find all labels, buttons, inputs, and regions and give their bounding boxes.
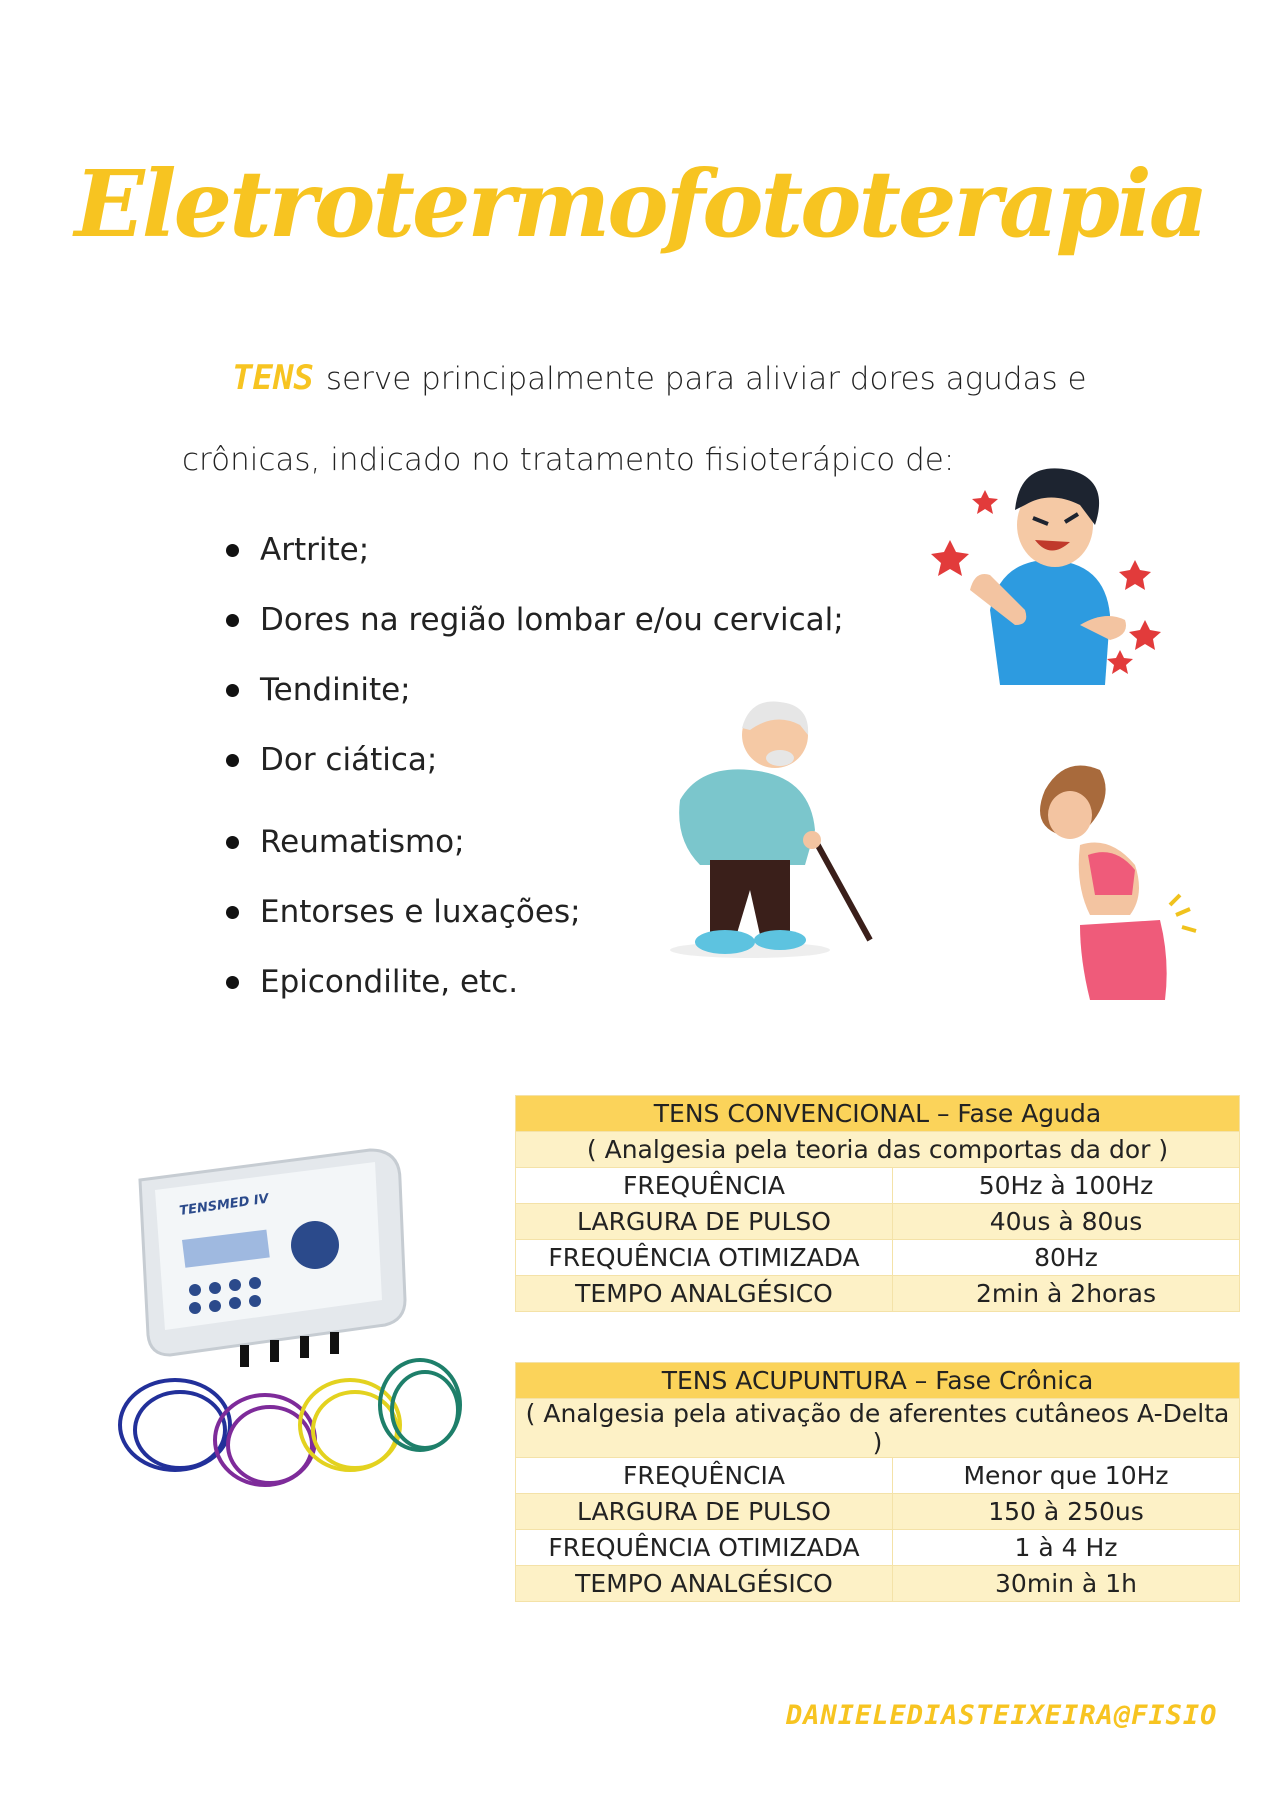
list-item: Reumatismo; bbox=[222, 822, 844, 892]
param-label: TEMPO ANALGÉSICO bbox=[516, 1276, 893, 1312]
param-value: Menor que 10Hz bbox=[893, 1458, 1240, 1494]
param-label: LARGURA DE PULSO bbox=[516, 1494, 893, 1530]
param-value: 30min à 1h bbox=[893, 1566, 1240, 1602]
list-item: Tendinite; bbox=[222, 670, 844, 740]
author-handle: DANIELEDIASTEIXEIRA@FISIO bbox=[786, 1700, 1218, 1731]
param-label: LARGURA DE PULSO bbox=[516, 1204, 893, 1240]
list-item: Artrite; bbox=[222, 530, 844, 600]
param-label: FREQUÊNCIA OTIMIZADA bbox=[516, 1240, 893, 1276]
table-header: TENS ACUPUNTURA – Fase Crônica bbox=[516, 1363, 1240, 1399]
list-item: Dores na região lombar e/ou cervical; bbox=[222, 600, 844, 670]
intro-text-1: serve principalmente para aliviar dores agudas e bbox=[325, 361, 1087, 397]
table-header: TENS CONVENCIONAL – Fase Aguda bbox=[516, 1096, 1240, 1132]
table-row bbox=[516, 1458, 1240, 1494]
elderly-man-illustration bbox=[640, 690, 900, 960]
list-item: Entorses e luxações; bbox=[222, 892, 844, 962]
tens-device-illustration bbox=[100, 1140, 470, 1520]
table-subheader: ( Analgesia pela ativação de aferentes cutâneos A-Delta ) bbox=[516, 1399, 1240, 1458]
tens-keyword: TENS bbox=[232, 358, 314, 398]
param-label: FREQUÊNCIA bbox=[516, 1168, 893, 1204]
param-value: 150 à 250us bbox=[893, 1494, 1240, 1530]
woman-back-pain-illustration bbox=[1010, 755, 1200, 1005]
table-row bbox=[516, 1566, 1240, 1602]
param-label: FREQUÊNCIA bbox=[516, 1458, 893, 1494]
param-label: FREQUÊNCIA OTIMIZADA bbox=[516, 1530, 893, 1566]
list-item: Epicondilite, etc. bbox=[222, 962, 844, 1032]
back-pain-man-illustration bbox=[930, 450, 1180, 700]
device-brand-label: TENSMED IV bbox=[178, 1191, 270, 1219]
tens-acupuntura-table bbox=[515, 1362, 1240, 1602]
table-row bbox=[516, 1204, 1240, 1240]
table-row bbox=[516, 1168, 1240, 1204]
param-value: 80Hz bbox=[893, 1240, 1240, 1276]
param-value: 1 à 4 Hz bbox=[893, 1530, 1240, 1566]
table-subheader: ( Analgesia pela teoria das comportas da dor ) bbox=[516, 1132, 1240, 1168]
tens-convencional-table bbox=[515, 1095, 1240, 1312]
param-value: 50Hz à 100Hz bbox=[893, 1168, 1240, 1204]
table-row bbox=[516, 1240, 1240, 1276]
table-row bbox=[516, 1276, 1240, 1312]
intro-line-2: crônicas, indicado no tratamento fisioterápico de: bbox=[182, 442, 955, 478]
param-label: TEMPO ANALGÉSICO bbox=[516, 1566, 893, 1602]
table-row bbox=[516, 1530, 1240, 1566]
table-row bbox=[516, 1494, 1240, 1530]
param-value: 2min à 2horas bbox=[893, 1276, 1240, 1312]
intro-line-1 bbox=[232, 358, 1087, 398]
list-item: Dor ciática; bbox=[222, 740, 844, 810]
page-title: Eletrotermofototerapia bbox=[74, 150, 1206, 258]
param-value: 40us à 80us bbox=[893, 1204, 1240, 1240]
